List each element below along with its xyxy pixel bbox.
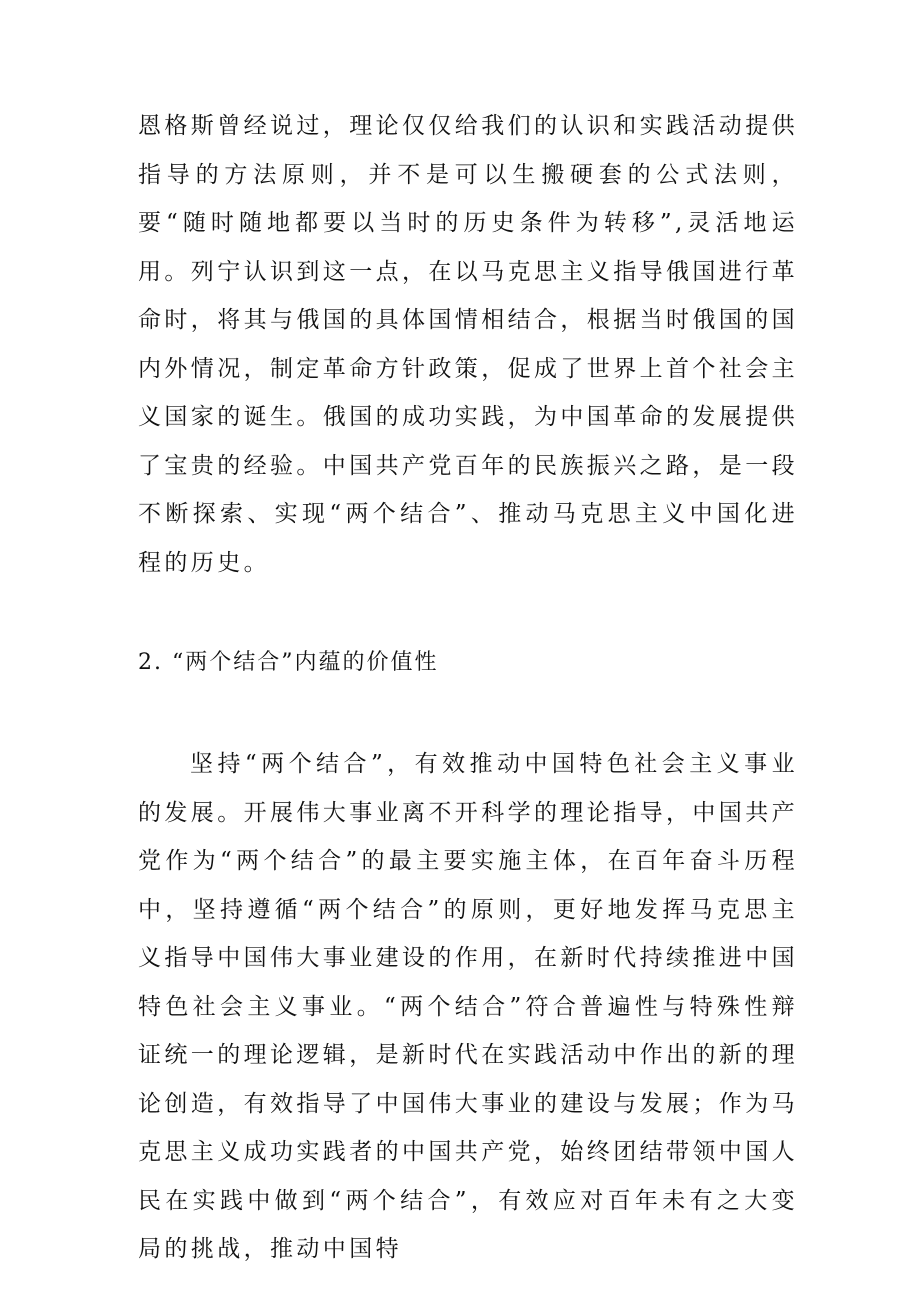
body-paragraph-2: 坚持“两个结合”，有效推动中国特色社会主义事业的发展。开展伟大事业离不开科学的理论指导，中国共产党作为“两个结合”的最主要实施主体，在百年奋斗历程中，坚持遵循“两个结合”的原则，更好地发挥马克思主义指导中国伟大事业建设的作用，在新时代持续推进中国特色社会主义事业。“两个结合”符合普遍性与特殊性辩证统一的理论逻辑，是新时代在实践活动中作出的新的理论创造，有效指导了中国伟大事业的建设与发展；作为马克思主义成功实践者的中国共产党，始终团结带领中国人民在实践中做到“两个结合”，有效应对百年未有之大变局的挑战，推动中国特 — [138, 751, 798, 1262]
document-body — [138, 102, 798, 1274]
section-heading: 2. “两个结合”内蕴的价值性 — [138, 650, 439, 675]
body-paragraph-1: 恩格斯曾经说过，理论仅仅给我们的认识和实践活动提供指导的方法原则，并不是可以生搬硬套的公式法则，要“随时随地都要以当时的历史条件为转移”,灵活地运用。列宁认识到这一点，在以马克思主义指导俄国进行革命时，将其与俄国的具体国情相结合，根据当时俄国的国内外情况，制定革命方针政策，促成了世界上首个社会主义国家的诞生。俄国的成功实践，为中国革命的发展提供了宝贵的经验。中国共产党百年的民族振兴之路，是一段不断探索、实现“两个结合”、推动马克思主义中国化进程的历史。 — [138, 113, 798, 576]
